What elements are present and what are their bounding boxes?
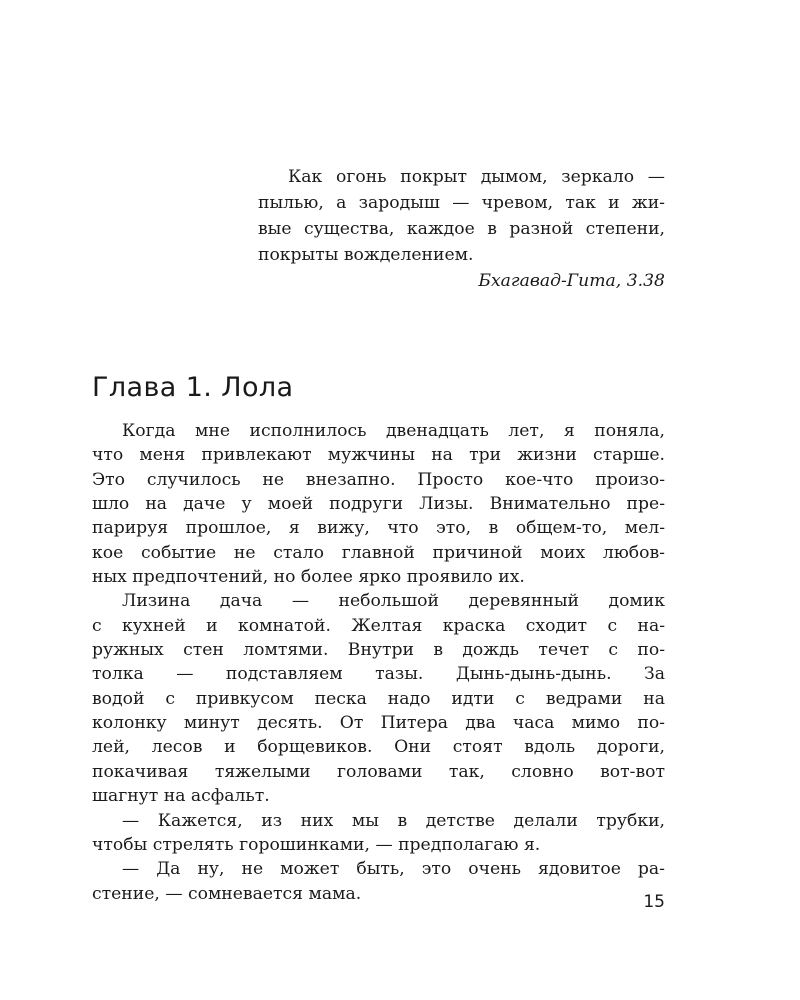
text-line: с кухней и комнатой. Желтая краска сходит с на-: [92, 615, 665, 636]
chapter-title: Глава 1. Лола: [92, 372, 294, 403]
text-line: толка — подставляем тазы. Дынь-дынь-дынь. За: [92, 664, 665, 685]
epigraph-line: покрыты вожделением.: [258, 245, 474, 265]
text-line: — Да ну, не может быть, это очень ядовитое ра-: [122, 859, 665, 880]
text-line: Когда мне исполнилось двенадцать лет, я поняла,: [122, 421, 665, 441]
text-line: лей, лесов и борщевиков. Они стоят вдоль дороги,: [92, 737, 665, 758]
text-line: шагнут на асфальт.: [92, 786, 270, 807]
epigraph-line: Как огонь покрыт дымом, зеркало —: [288, 167, 665, 187]
text-line: стение, — сомневается мама.: [92, 883, 362, 904]
epigraph-line: вые существа, каждое в разной степени,: [258, 219, 665, 239]
text-line: шло на даче у моей подруги Лизы. Внимательно пре-: [92, 494, 665, 515]
text-line: чтобы стрелять горошинками, — предполагаю я.: [92, 834, 541, 855]
epigraph-source: Бхагавад-Гита, 3.38: [478, 271, 665, 291]
text-line: кое событие не стало главной причиной моих любов-: [92, 542, 665, 563]
epigraph: [258, 164, 665, 294]
text-line: что меня привлекают мужчины на три жизни старше.: [92, 445, 665, 466]
text-line: Это случилось не внезапно. Просто кое-что произо-: [92, 469, 665, 490]
text-line: Лизина дача — небольшой деревянный домик: [122, 591, 665, 612]
page-number: 15: [643, 892, 665, 912]
text-line: ружных стен ломтями. Внутри в дождь течет с по-: [92, 640, 665, 661]
epigraph-line: пылью, а зародыш — чревом, так и жи-: [258, 193, 665, 213]
text-line: — Кажется, из них мы в детстве делали трубки,: [122, 810, 665, 831]
body-text: [92, 419, 665, 906]
text-line: парируя прошлое, я вижу, что это, в общем-то, мел-: [92, 518, 665, 539]
text-line: ных предпочтений, но более ярко проявило их.: [92, 567, 525, 588]
text-line: покачивая тяжелыми головами так, словно вот-вот: [92, 761, 665, 782]
text-line: колонку минут десять. От Питера два часа мимо по-: [92, 713, 665, 734]
text-line: водой с привкусом песка надо идти с ведрами на: [92, 688, 665, 709]
